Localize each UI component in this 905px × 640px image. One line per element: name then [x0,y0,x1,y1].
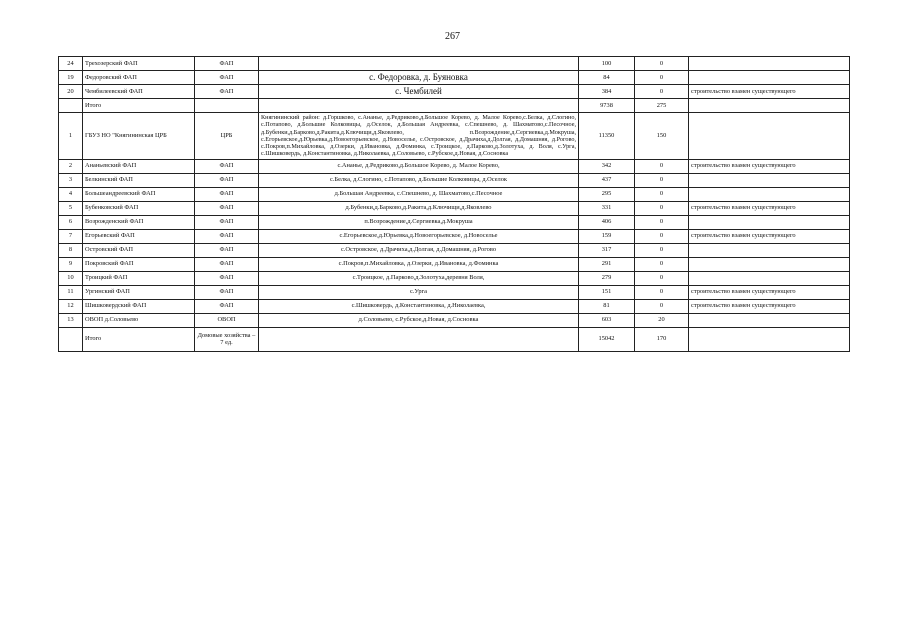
row-number: 12 [59,299,83,313]
population: 81 [579,299,635,313]
note: строительство взамен существующего [689,229,850,243]
note [689,173,850,187]
facility-name: Ананьевский ФАП [83,159,195,173]
population: 384 [579,85,635,99]
table-row [59,85,850,99]
value: 0 [635,71,689,85]
row-number: 3 [59,173,83,187]
settlements: с.Островское, д.Драчиха,д.Долгая, д.Домашняя, д.Рогово [259,243,579,257]
population: 295 [579,187,635,201]
facility-name: Возрожденский ФАП [83,215,195,229]
facility-type: ЦРБ [195,113,259,160]
population: 15042 [579,327,635,351]
population: 151 [579,285,635,299]
note: строительство взамен существующего [689,159,850,173]
facility-type: ФАП [195,201,259,215]
facility-type [195,99,259,113]
note [689,271,850,285]
value: 0 [635,243,689,257]
row-number [59,99,83,113]
note [689,71,850,85]
value: 0 [635,299,689,313]
table-row [59,243,850,257]
population: 279 [579,271,635,285]
table-row [59,299,850,313]
facility-name: ОВОП д.Соловьево [83,313,195,327]
population: 100 [579,57,635,71]
facility-name: Шишковердский ФАП [83,299,195,313]
note [689,243,850,257]
settlements: д.Большая Андреевка, с.Спешнево, д. Шахматово,с.Песочное [259,187,579,201]
settlements: с.Троицкое, д.Парково,д.Золотуха,деревня Воля, [259,271,579,285]
facility-name: Итого [83,99,195,113]
facility-type: ФАП [195,159,259,173]
value: 0 [635,285,689,299]
settlements: с.Егорьевское,д.Юрьевка,д.Новоегорьевское, д.Новоселье [259,229,579,243]
value: 0 [635,173,689,187]
row-number: 10 [59,271,83,285]
population: 437 [579,173,635,187]
settlements: д.Бубенки,д.Барково,д.Ракита,д.Ключищи,д.Яковлево [259,201,579,215]
value: 0 [635,271,689,285]
row-number: 20 [59,85,83,99]
facility-type: ФАП [195,257,259,271]
table-row [59,313,850,327]
facility-type: ФАП [195,173,259,187]
table-row-total [59,327,850,351]
row-number: 6 [59,215,83,229]
table-row [59,187,850,201]
value: 0 [635,57,689,71]
table-row-crb [59,113,850,160]
row-number: 1 [59,113,83,160]
population: 9738 [579,99,635,113]
settlements: с.Урга [259,285,579,299]
settlements: с.Белка, д.Слогино, с.Потапово, д.Большие Колковицы, д.Оселок [259,173,579,187]
value: 0 [635,159,689,173]
population: 11350 [579,113,635,160]
note: строительство взамен существующего [689,285,850,299]
row-number: 2 [59,159,83,173]
facility-name: Егорьевский ФАП [83,229,195,243]
facility-name: Ургинский ФАП [83,285,195,299]
facility-type: ФАП [195,229,259,243]
page-number: 267 [445,31,460,42]
facility-type: ФАП [195,271,259,285]
facility-type: ОВОП [195,313,259,327]
value: 0 [635,201,689,215]
note [689,215,850,229]
note: строительство взамен существующего [689,85,850,99]
value: 0 [635,85,689,99]
facility-type: Домовые хозяйства – 7 ед. [195,327,259,351]
facility-name: Трехозерский ФАП [83,57,195,71]
settlements: Княгининский район: д.Горшково, с.Ананье, д.Редриково,д.Большое Корево, д. Малое Корево,с.Белка, д.Слогино, с.Потапово, д.Большие Колковицы, д.Оселок, д.Большая Андреевка, с.Спешнево, д. Шахматово,с.Песочное, д.Бубенки,д.Барково,д.Ракита,д.Ключищи,д.Яковлево, п.Возрождение,д.Сергиевка,д.Мокруша, с.Егорьевское,д.Юрьевка,д.Новоегорьевское, д.Новоселье, с.Островское, д.Драчиха,д.Долгая, д.Домашняя, д.Рогово, с.Покров,п.Михайловка, д.Озерки, д.Ивановка, д.Фоминка, с.Троицкое, д.Парково,д.Золотуха, д. Воля, с.Урга, с.Шишковердь, д.Константиновка, д.Николаевка, д.Соловьево, с.Рубское,д.Новая, д.Сосновка [259,113,579,160]
settlements [259,327,579,351]
settlements [259,57,579,71]
settlements: с.Ананье, д.Редриково,д.Большое Корево, д. Малое Корево, [259,159,579,173]
note [689,99,850,113]
facility-type: ФАП [195,85,259,99]
facility-type: ФАП [195,243,259,257]
settlements: с.Покров,п.Михайловка, д.Озерки, д.Ивановка, д.Фоминка [259,257,579,271]
table-row [59,215,850,229]
settlements: д.Соловьево, с.Рубское,д.Новая, д.Сосновка [259,313,579,327]
settlements: с.Шишковердь, д.Константиновка, д.Николаевка, [259,299,579,313]
value: 0 [635,257,689,271]
table-row [59,271,850,285]
facility-type: ФАП [195,299,259,313]
value: 150 [635,113,689,160]
note: строительство взамен существующего [689,299,850,313]
table-row [59,257,850,271]
facility-name: Бубенковский ФАП [83,201,195,215]
note [689,327,850,351]
facility-name: Федоровский ФАП [83,71,195,85]
value: 170 [635,327,689,351]
row-number: 7 [59,229,83,243]
row-number: 19 [59,71,83,85]
settlements [259,99,579,113]
facility-type: ФАП [195,187,259,201]
note [689,113,850,160]
settlements: п.Возрождение,д.Сергиевка,д.Мокруша [259,215,579,229]
population: 406 [579,215,635,229]
note [689,57,850,71]
population: 291 [579,257,635,271]
table-row-total [59,99,850,113]
table-row [59,201,850,215]
facilities-table [58,56,850,352]
row-number: 5 [59,201,83,215]
population: 317 [579,243,635,257]
population: 159 [579,229,635,243]
facility-name: Белкинский ФАП [83,173,195,187]
facility-name: Покровский ФАП [83,257,195,271]
facility-name: Островский ФАП [83,243,195,257]
value: 20 [635,313,689,327]
facility-name: Большеандреевский ФАП [83,187,195,201]
row-number: 13 [59,313,83,327]
population: 603 [579,313,635,327]
facility-name: Итого [83,327,195,351]
facility-name: ГБУЗ НО "Княгининская ЦРБ [83,113,195,160]
facility-name: Троицкий ФАП [83,271,195,285]
facility-type: ФАП [195,285,259,299]
table-row [59,285,850,299]
facility-type: ФАП [195,71,259,85]
note [689,257,850,271]
row-number: 9 [59,257,83,271]
facility-type: ФАП [195,57,259,71]
settlements: с. Федоровка, д. Буяновка [259,71,579,85]
population: 331 [579,201,635,215]
table-row [59,71,850,85]
table-row [59,229,850,243]
settlements: с. Чембилей [259,85,579,99]
population: 84 [579,71,635,85]
table-row [59,173,850,187]
note [689,313,850,327]
value: 0 [635,229,689,243]
row-number: 24 [59,57,83,71]
table-row [59,159,850,173]
value: 275 [635,99,689,113]
note [689,187,850,201]
table-row [59,57,850,71]
value: 0 [635,187,689,201]
value: 0 [635,215,689,229]
row-number: 8 [59,243,83,257]
facility-type: ФАП [195,215,259,229]
row-number: 11 [59,285,83,299]
facility-name: Чембилеевский ФАП [83,85,195,99]
row-number: 4 [59,187,83,201]
note: строительство взамен существующего [689,201,850,215]
population: 342 [579,159,635,173]
row-number [59,327,83,351]
